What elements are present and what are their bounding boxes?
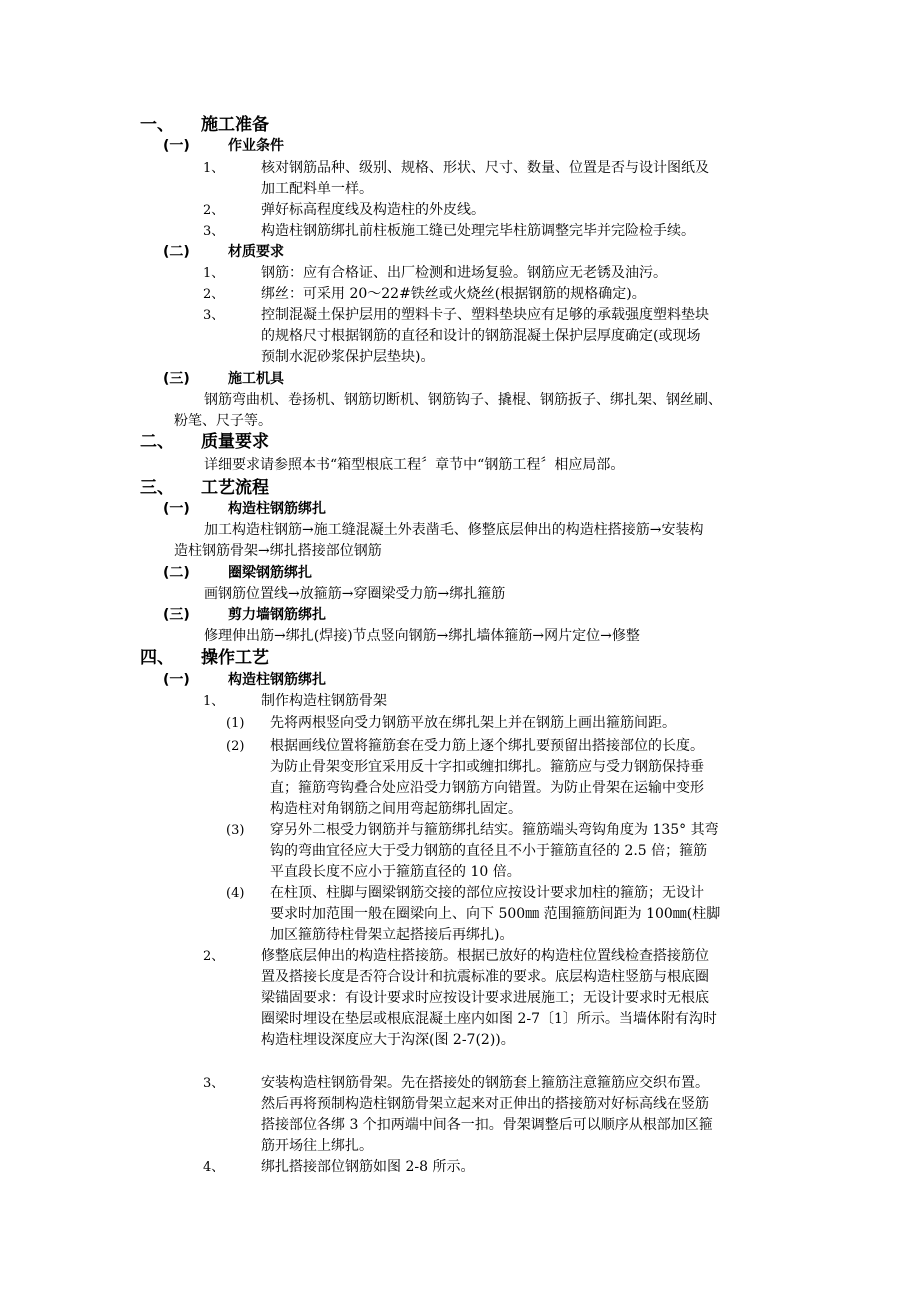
section-3-number: 三、	[140, 478, 174, 498]
subsection-3-2-number: (二)	[163, 565, 190, 581]
item-number: 1、	[203, 161, 225, 176]
subsection-4-1-title: 构造柱钢筋绑扎	[228, 672, 326, 688]
sub-item-number: (1)	[226, 716, 245, 731]
item-number: 3、	[203, 1076, 225, 1091]
sub-item-text-line: 直；箍筋弯钩叠合处应沿受力钢筋方向错置。为防止骨架在运输中变形	[270, 780, 704, 796]
subsection-3-2-title: 圈梁钢筋绑扎	[228, 565, 312, 581]
subsection-1-1-title: 作业条件	[228, 138, 284, 154]
subsection-1-3-title: 施工机具	[228, 371, 284, 387]
process-flow-line: 修理伸出筋→绑扎(焊接)节点竖向钢筋→绑扎墙体箍筋→网片定位→修整	[204, 628, 640, 644]
item-number: 2、	[203, 949, 225, 964]
item-number: 2、	[203, 287, 225, 302]
item-text-line: 控制混凝土保护层用的塑料卡子、塑料垫块应有足够的承载强度塑料垫块	[261, 307, 709, 323]
subsection-1-2-title: 材质要求	[228, 244, 284, 260]
item-text-line: 搭接部位各绑 3 个扣两端中间各一扣。骨架调整后可以顺序从根部加区箍	[261, 1117, 713, 1133]
section-2-number: 二、	[140, 432, 174, 452]
sub-item-text-line: 要求时加范围一般在圈梁向上、向下 500㎜ 范围箍筋间距为 100㎜(柱脚	[270, 906, 721, 922]
item-text-line: 安装构造柱钢筋骨架。先在搭接处的钢筋套上箍筋注意箍筋应交织布置。	[261, 1075, 709, 1091]
subsection-3-1-number: (一)	[163, 501, 190, 517]
sub-item-text-line: 平直段长度不应小于箍筋直径的 10 倍。	[270, 864, 521, 880]
paragraph-line: 钢筋弯曲机、卷扬机、钢筋切断机、钢筋钩子、撬棍、钢筋扳子、绑扎架、钢丝刷、	[204, 392, 722, 408]
item-text-line: 然后再将预制构造柱钢筋骨架立起来对正伸出的搭接筋对好标高线在竖筋	[261, 1096, 709, 1112]
item-text-line: 绑丝：可采用 20～22#铁丝或火烧丝(根据钢筋的规格确定)。	[261, 286, 646, 302]
item-text-line: 钢筋：应有合格证、出厂检测和进场复验。钢筋应无老锈及油污。	[261, 265, 667, 281]
section-4-title: 操作工艺	[201, 648, 269, 668]
item-text-line: 弹好标高程度线及构造柱的外皮线。	[261, 202, 485, 218]
sub-item-text-line: 加区箍筋待柱骨架立起搭接后再绑扎)。	[270, 927, 514, 943]
sub-item-text-line: 为防止骨架变形宜采用反十字扣或缠扣绑扎。箍筋应与受力钢筋保持垂	[270, 759, 704, 775]
sub-item-text-line: 穿另外二根受力钢筋并与箍筋绑扎结实。箍筋端头弯钩角度为 135° 其弯	[270, 822, 719, 838]
item-text-line: 修整底层伸出的构造柱搭接筋。根据已放好的构造柱位置线检查搭接筋位	[261, 948, 709, 964]
section-2-title: 质量要求	[201, 432, 269, 452]
item-text-line: 置及搭接长度是否符合设计和抗震标准的要求。底层构造柱竖筋与根底圈	[261, 969, 709, 985]
sub-item-text-line: 根据画线位置将箍筋套在受力筋上逐个绑扎要预留出搭接部位的长度。	[270, 738, 704, 754]
section-1-number: 一、	[140, 115, 174, 135]
item-number: 3、	[203, 308, 225, 323]
process-flow-line: 加工构造柱钢筋→施工缝混凝土外表凿毛、修整底层伸出的构造柱搭接筋→安装构	[204, 522, 704, 538]
sub-item-number: (3)	[226, 823, 245, 838]
item-number: 2、	[203, 203, 225, 218]
item-number: 4、	[203, 1160, 225, 1175]
item-text-line: 预制水泥砂浆保护层垫块)。	[261, 349, 435, 365]
sub-item-number: (4)	[226, 886, 245, 901]
item-number: 1、	[203, 694, 225, 709]
subsection-1-1-number: (一)	[163, 138, 190, 154]
section-4-number: 四、	[140, 648, 174, 668]
subsection-4-1-number: (一)	[163, 672, 190, 688]
item-text-line: 筋开场往上绑扎。	[261, 1138, 373, 1154]
subsection-3-1-title: 构造柱钢筋绑扎	[228, 501, 326, 517]
paragraph-line: 详细要求请参照本书“箱型根底工程〞章节中“钢筋工程〞相应局部。	[204, 457, 625, 473]
item-text-line: 加工配料单一样。	[261, 181, 373, 197]
section-3-title: 工艺流程	[201, 478, 269, 498]
item-text-line: 绑扎搭接部位钢筋如图 2-8 所示。	[261, 1159, 475, 1175]
item-title: 制作构造柱钢筋骨架	[261, 693, 387, 709]
subsection-3-3-number: (三)	[163, 607, 190, 623]
section-1-title: 施工准备	[201, 115, 269, 135]
item-text-line: 梁锚固要求：有设计要求时应按设计要求进展施工；无设计要求时无根底	[261, 990, 709, 1006]
process-flow-line: 造柱钢筋骨架→绑扎搭接部位钢筋	[174, 543, 382, 559]
item-text-line: 构造柱钢筋绑扎前柱板施工缝已处理完毕柱筋调整完毕并完险检手续。	[261, 223, 695, 239]
item-number: 3、	[203, 224, 225, 239]
item-text-line: 的规格尺寸根据钢筋的直径和设计的钢筋混凝土保护层厚度确定(或现场	[261, 328, 701, 344]
process-flow-line: 画钢筋位置线→放箍筋→穿圈梁受力筋→绑扎箍筋	[204, 586, 506, 602]
item-text-line: 核对钢筋品种、级别、规格、形状、尺寸、数量、位置是否与设计图纸及	[261, 160, 709, 176]
item-text-line: 圈梁时埋设在垫层或根底混凝土座内如图 2-7〔1〕所示。当墙体附有沟时	[261, 1011, 717, 1027]
subsection-1-3-number: (三)	[163, 371, 190, 387]
subsection-1-2-number: (二)	[163, 244, 190, 260]
paragraph-line: 粉笔、尺子等。	[174, 413, 272, 429]
sub-item-text-line: 钩的弯曲宜径应大于受力钢筋的直径且不小于箍筋直径的 2.5 倍；箍筋	[270, 843, 708, 859]
sub-item-text-line: 在柱顶、柱脚与圈梁钢筋交接的部位应按设计要求加柱的箍筋；无设计	[270, 885, 704, 901]
item-text-line: 构造柱埋设深度应大于沟深(图 2-7(2))。	[261, 1032, 515, 1048]
item-number: 1、	[203, 266, 225, 281]
sub-item-text-line: 先将两根竖向受力钢筋平放在绑扎架上并在钢筋上画出箍筋间距。	[270, 715, 676, 731]
sub-item-text-line: 构造柱对角钢筋之间用弯起筋绑扎固定。	[270, 801, 522, 817]
sub-item-number: (2)	[226, 739, 245, 754]
subsection-3-3-title: 剪力墙钢筋绑扎	[228, 607, 326, 623]
